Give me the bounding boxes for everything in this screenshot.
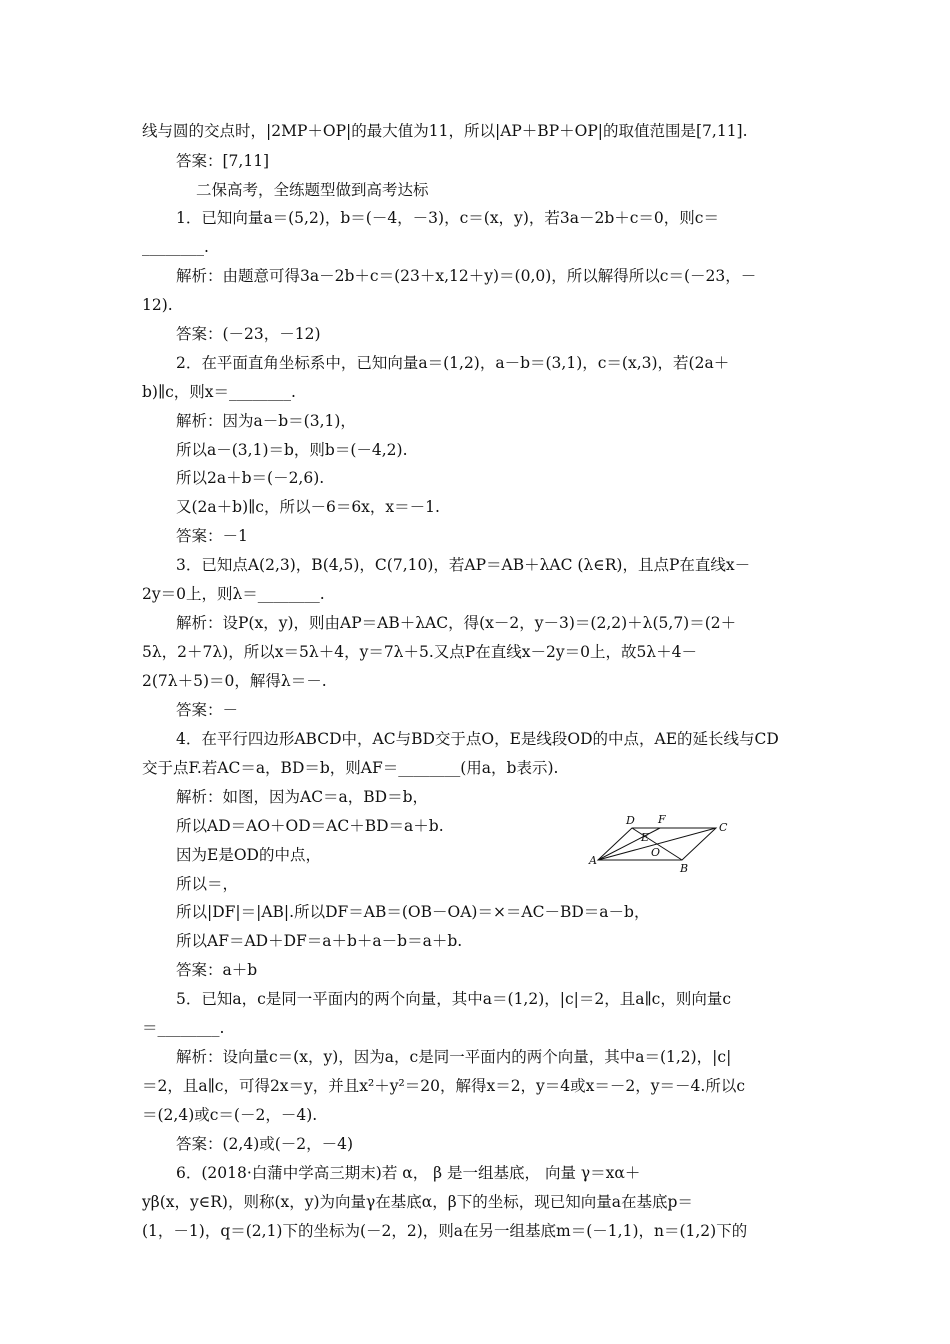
text-line: yβ(x，y∈R)，则称(x，y)为向量γ在基底α，β下的坐标，现已知向量a在基底p＝ bbox=[142, 1193, 693, 1211]
text-line: 所以|DF|＝|AB|.所以DF＝AB＝(OB－OA)＝×＝AC－BD＝a－b， bbox=[176, 903, 650, 921]
text-line: b)∥c，则x＝________. bbox=[142, 383, 296, 401]
text-line: 因为E是OD的中点， bbox=[176, 846, 321, 864]
text-line: 交于点F.若AC＝a，BD＝b，则AF＝________(用a，b表示). bbox=[142, 759, 559, 777]
label-d: D bbox=[626, 814, 635, 827]
text-line: 5λ，2＋7λ)，所以x＝5λ＋4，y＝7λ＋5.又点P在直线x－2y＝0上，故5λ＋4－ bbox=[142, 643, 697, 661]
answer-line: 答案：－ bbox=[176, 701, 239, 719]
answer-line: 答案：[7,11] bbox=[176, 152, 270, 170]
text-line: 所以a－(3,1)＝b，则b＝(－4,2). bbox=[176, 441, 408, 459]
solution-line: 解析：因为a－b＝(3,1)， bbox=[176, 412, 356, 430]
label-f: F bbox=[658, 813, 666, 826]
text-line: 线与圆的交点时，|2MP＋OP|的最大值为11，所以|AP＋BP＋OP|的取值范围是[7,11]. bbox=[142, 122, 748, 140]
solution-line: 解析：设向量c＝(x，y)，因为a，c是同一平面内的两个向量，其中a＝(1,2)，|c| bbox=[176, 1048, 732, 1066]
text-line: 所以AD＝AO＋OD＝AC＋BD＝a＋b. bbox=[176, 817, 444, 835]
question-6: 6．(2018·白蒲中学高三期末)若 α， β 是一组基底， 向量 γ＝xα＋ bbox=[176, 1164, 641, 1182]
label-a: A bbox=[589, 854, 597, 867]
text-line: 又(2a＋b)∥c，所以－6＝6x，x＝－1. bbox=[176, 498, 440, 516]
text-line: 2(7λ＋5)＝0，解得λ＝－. bbox=[142, 672, 327, 690]
text-line: 所以AF＝AD＋DF＝a＋b＋a－b＝a＋b. bbox=[176, 932, 463, 950]
text-line: (1，－1)，q＝(2,1)下的坐标为(－2，2)，则a在另一组基底m＝(－1,1)，n＝(1,2)下的 bbox=[142, 1222, 748, 1240]
label-e: E bbox=[641, 831, 650, 844]
answer-line: 答案：－1 bbox=[176, 527, 248, 545]
solution-line: 解析：如图，因为AC＝a，BD＝b， bbox=[176, 788, 429, 806]
label-c: C bbox=[719, 821, 728, 834]
answer-line: 答案：a＋b bbox=[176, 961, 258, 979]
section-heading: 二保高考，全练题型做到高考达标 bbox=[196, 181, 429, 199]
question-1: 1．已知向量a＝(5,2)，b＝(－4，－3)，c＝(x，y)，若3a－2b＋c＝0，则c＝ bbox=[176, 209, 719, 227]
text-line: 2y＝0上，则λ＝________. bbox=[142, 585, 325, 603]
question-4: 4．在平行四边形ABCD中，AC与BD交于点O，E是线段OD的中点，AE的延长线与CD bbox=[176, 730, 779, 748]
solution-line: 解析：由题意可得3a－2b＋c＝(23＋x,12＋y)＝(0,0)，所以解得所以c＝(－23，－ bbox=[176, 267, 757, 285]
text-line: ＝2，且a∥c，可得2x＝y，并且x²＋y²＝20，解得x＝2，y＝4或x＝－2，y＝－4.所以c bbox=[142, 1077, 746, 1095]
label-b: B bbox=[680, 862, 689, 875]
parallelogram-figure bbox=[588, 808, 728, 878]
text-line: 所以＝， bbox=[176, 875, 239, 893]
text-line: ________. bbox=[142, 238, 209, 256]
question-3: 3．已知点A(2,3)，B(4,5)，C(7,10)，若AP＝AB＋λAC (λ∈R)，且点P在直线x－ bbox=[176, 556, 751, 574]
answer-line: 答案：(2,4)或(－2，－4) bbox=[176, 1135, 354, 1153]
text-line: 所以2a＋b＝(－2,6). bbox=[176, 469, 325, 487]
answer-line: 答案：(－23，－12) bbox=[176, 325, 321, 343]
text-line: ＝________. bbox=[142, 1019, 225, 1037]
solution-line: 解析：设P(x，y)，则由AP＝AB＋λAC，得(x－2，y－3)＝(2,2)＋λ(5,7)＝(2＋ bbox=[176, 614, 737, 632]
question-5: 5．已知a，c是同一平面内的两个向量，其中a＝(1,2)，|c|＝2，且a∥c，则向量c bbox=[176, 990, 732, 1008]
text-line: 12). bbox=[142, 296, 173, 314]
label-o: O bbox=[651, 846, 661, 859]
question-2: 2．在平面直角坐标系中，已知向量a＝(1,2)，a－b＝(3,1)，c＝(x,3)，若(2a＋ bbox=[176, 354, 730, 372]
text-line: ＝(2,4)或c＝(－2，－4). bbox=[142, 1106, 318, 1124]
